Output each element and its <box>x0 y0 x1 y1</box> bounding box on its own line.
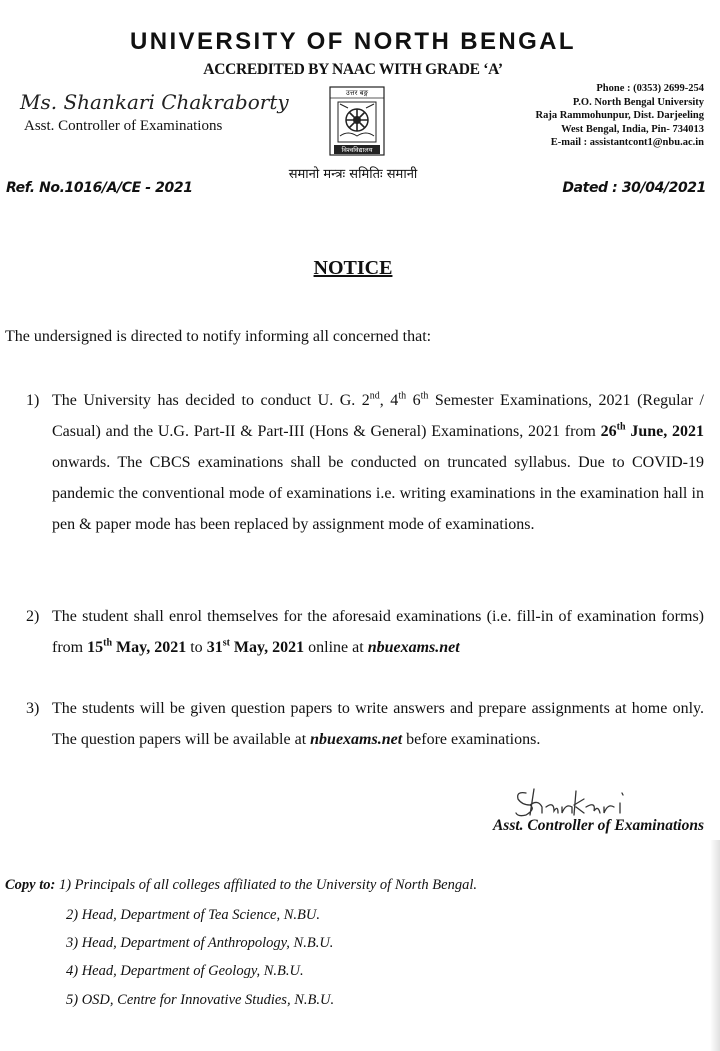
reference-number: Ref. No.1016/A/CE - 2021 <box>6 180 193 196</box>
page-edge-shadow <box>710 840 720 1051</box>
text-segment: nbuexams.net <box>367 639 460 656</box>
point-number: 2) <box>26 608 40 625</box>
university-name: UNIVERSITY OF NORTH BENGAL <box>130 28 576 55</box>
contact-address: Raja Rammohunpur, Dist. Darjeeling <box>535 110 704 121</box>
text-segment: 26 <box>600 423 617 440</box>
text-segment: , 4 <box>379 392 399 409</box>
text-segment: 6 <box>406 392 421 409</box>
point-number: 1) <box>26 392 40 409</box>
text-segment: The University has decided to conduct U. G. 2 <box>52 392 370 409</box>
officer-title: Asst. Controller of Examinations <box>24 118 223 134</box>
contact-block <box>536 82 705 150</box>
contact-email: E-mail : assistantcont1@nbu.ac.in <box>550 137 704 148</box>
text-segment: nd <box>369 390 380 402</box>
signatory-title: Asst. Controller of Examinations <box>492 817 704 834</box>
text-segment: June, 2021 <box>625 423 704 440</box>
text-segment: nbuexams.net <box>310 731 403 748</box>
officer-name: Ms. Shankari Chakraborty <box>20 90 289 114</box>
text-segment: online at <box>304 639 368 656</box>
point-number: 3) <box>26 700 40 717</box>
contact-phone: Phone : (0353) 2699-254 <box>596 83 704 94</box>
notice-intro: The undersigned is directed to notify informing all concerned that: <box>5 328 432 345</box>
text-segment: before examinations. <box>402 731 541 748</box>
notice-date: Dated : 30/04/2021 <box>562 180 706 196</box>
text-segment: 15 <box>87 639 104 656</box>
text-segment: th <box>616 421 626 433</box>
contact-state: West Bengal, India, Pin- 734013 <box>561 123 704 135</box>
text-segment: May, 2021 <box>229 639 305 656</box>
logo-top-text: उत्तर बङ्ग <box>345 89 369 97</box>
university-logo <box>326 86 388 158</box>
university-motto: समानो मन्त्रः समितिः समानी <box>288 167 418 182</box>
copy-to-item: 4) Head, Department of Geology, N.B.U. <box>66 963 304 979</box>
text-segment: th <box>420 390 429 402</box>
text-segment: May, 2021 <box>112 639 187 656</box>
text-segment: th <box>398 390 407 402</box>
point-text <box>52 693 704 755</box>
notice-heading: NOTICE <box>313 257 393 279</box>
text-segment: th <box>103 637 113 649</box>
notice-point <box>26 693 704 755</box>
copy-to-label: Copy to: <box>5 877 56 893</box>
point-text <box>52 601 704 663</box>
logo-bottom-text: विश्वविद्यालय <box>341 146 373 154</box>
text-segment: The students will be given question papers to write answers and prepare assignments at home only. The question papers will be available at <box>52 700 704 748</box>
point-text <box>52 385 704 540</box>
text-segment: 31 <box>206 639 223 656</box>
copy-to-item: 1) Principals of all colleges affiliated to the University of North Bengal. <box>58 877 477 893</box>
text-segment: The student shall enrol themselves for the aforesaid examinations (i.e. fill-in of examination forms) from <box>52 608 704 656</box>
copy-to-item: 2) Head, Department of Tea Science, N.BU. <box>66 907 320 923</box>
copy-to-item: 5) OSD, Centre for Innovative Studies, N.B.U. <box>66 992 335 1008</box>
text-segment: to <box>186 639 207 656</box>
text-segment: st <box>222 637 230 649</box>
copy-to-block <box>5 877 477 894</box>
notice-point <box>26 601 704 663</box>
text-segment: Semester Examinations, 2021 (Regular / Casual) and the U.G. Part-II & Part-III (Hons & General) Examinations, 2021 from <box>52 392 705 440</box>
accreditation-line: ACCREDITED BY NAAC WITH GRADE ‘A’ <box>203 61 503 78</box>
contact-po: P.O. North Bengal University <box>572 96 704 108</box>
notice-point <box>26 385 704 540</box>
text-segment: onwards. The CBCS examinations shall be conducted on truncated syllabus. Due to COVID-19 pandemic the conventional mode of examinations i.e. writing examinations in the examination hall in pen & paper mode has been replaced by assignment mode of examinations. <box>52 454 704 533</box>
copy-to-item: 3) Head, Department of Anthropology, N.B.U. <box>66 935 334 951</box>
